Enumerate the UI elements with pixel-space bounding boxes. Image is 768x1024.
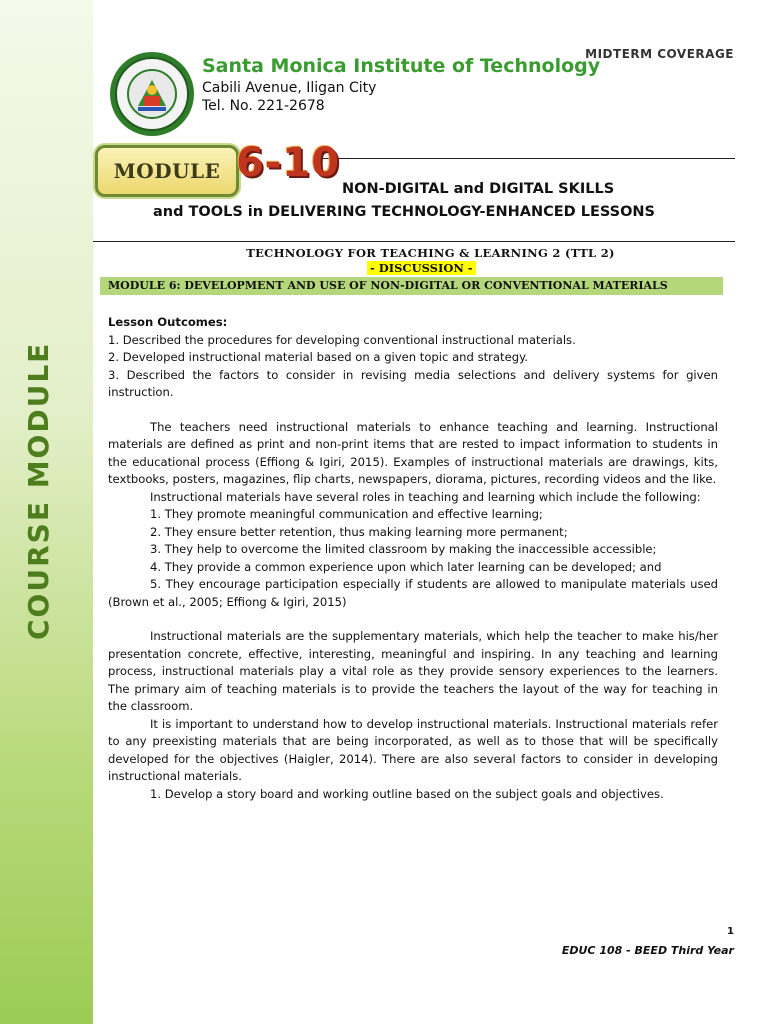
body-paragraph: It is important to understand how to develop instructional materials. Instructional materials refer to any preexisting materials that are being incorporated, as well as to those that will be specifically developed for the objectives (Haigler, 2014). There are also several factors to consider in developing instructional materials. [108,716,718,783]
body-paragraph: Instructional materials have several roles in teaching and learning which include the following: [150,489,701,504]
outcome-item: 3. Described the factors to consider in revising media selections and delivery systems for given instruction. [108,367,718,399]
role-item: 4. They provide a common experience upon which later learning can be developed; and [150,559,662,574]
discussion-label: - DISCUSSION - [367,261,476,275]
body-paragraph: The teachers need instructional materials to enhance teaching and learning. Instructional materials are defined as print and non-print items that are rested to impact information to students in the educational process (Effiong & Igiri, 2015). Examples of instructional materials are drawings, kits, textbooks, posters, magazines, flip charts, newspapers, diorama, pictures, recording videos and the like. [108,419,718,486]
role-item: 1. They promote meaningful communication and effective learning; [150,507,543,521]
header-rule-bottom [93,241,735,242]
module-title-line1: NON-DIGITAL and DIGITAL SKILLS [342,181,615,197]
outcome-item: 1. Described the procedures for developing conventional instructional materials. [108,332,576,347]
footer-course-code: EDUC 108 - BEED Third Year [561,944,734,957]
lesson-content [108,314,718,803]
header-rule-top [320,158,735,159]
school-name: Santa Monica Institute of Technology [202,55,601,77]
module-title-line2: and TOOLS in DELIVERING TECHNOLOGY-ENHANCED LESSONS [153,204,655,220]
school-seal-logo [108,50,196,138]
sidebar-title: COURSE MODULE [22,341,55,640]
outcomes-heading: Lesson Outcomes: [108,315,228,329]
body-step: 1. Develop a story board and working outline based on the subject goals and objectives. [150,786,664,801]
course-title: TECHNOLOGY FOR TEACHING & LEARNING 2 (TTL 2) [246,246,615,260]
role-item: 3. They help to overcome the limited classroom by making the inaccessible accessible; [150,542,657,556]
module6-heading: MODULE 6: DEVELOPMENT AND USE OF NON-DIGITAL OR CONVENTIONAL MATERIALS [100,277,723,295]
body-paragraph: Instructional materials are the supplementary materials, which help the teacher to make his/her presentation concrete, effective, interesting, meaningful and inspiring. In any teaching and learning process, instructional materials play a vital role as they provide sensory experiences to the learners. The primary aim of teaching materials is to provide the teachers the layout of the way for teaching in the classroom. [108,629,718,713]
role-item: 2. They ensure better retention, thus making learning more permanent; [150,524,568,539]
module-number: 6-10 [236,140,341,186]
school-address: Cabili Avenue, Iligan City [202,80,377,96]
role-item: 5. They encourage participation especially if students are allowed to manipulate materials used (Brown et al., 2005; Effiong & Igiri, 2015) [108,577,718,609]
outcome-item: 2. Developed instructional material based on a given topic and strategy. [108,350,528,364]
module-badge: MODULE [95,145,239,197]
coverage-label: MIDTERM COVERAGE [585,47,734,61]
page-number: 1 [727,926,734,937]
sidebar-band [0,0,93,1024]
school-phone: Tel. No. 221-2678 [202,98,325,114]
